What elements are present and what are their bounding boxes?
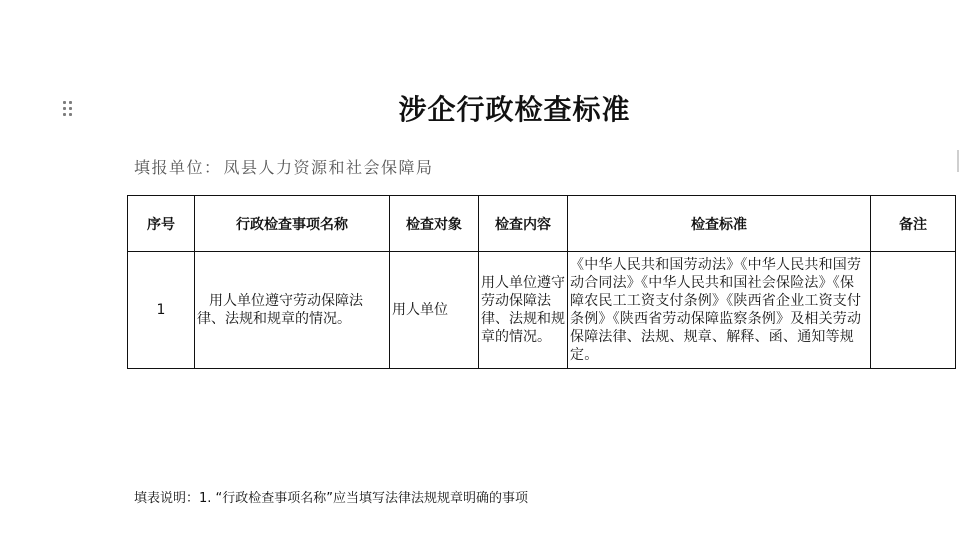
header-target: 检查对象	[390, 196, 479, 252]
page-edge-marker	[957, 150, 959, 172]
header-remark: 备注	[871, 196, 956, 252]
header-standard: 检查标准	[568, 196, 871, 252]
inspection-table	[127, 195, 956, 369]
fill-instruction-note: 填表说明：1. “行政检查事项名称”应当填写法律法规规章明确的事项	[134, 491, 529, 506]
filler-value: 凤县人力资源和社会保障局	[223, 158, 434, 177]
filler-unit	[134, 155, 434, 178]
header-seq: 序号	[128, 196, 195, 252]
page-title: 涉企行政检查标准	[398, 93, 631, 126]
cell-seq: 1	[128, 252, 195, 369]
cell-content: 用人单位遵守劳动保障法律、法规和规章的情况。	[479, 252, 568, 369]
cell-standard: 《中华人民共和国劳动法》《中华人民共和国劳动合同法》《中华人民共和国社会保险法》《保障农民工工资支付条例》《陕西省企业工资支付条例》《陕西省劳动保障监察条例》及相关劳动保障法律、法规、规章、解释、函、通知等规定。	[568, 252, 871, 369]
cell-target: 用人单位	[390, 252, 479, 369]
filler-label: 填报单位：	[134, 158, 222, 177]
header-item-name: 行政检查事项名称	[195, 196, 390, 252]
table-header-row	[128, 196, 956, 252]
cell-item-name: 用人单位遵守劳动保障法律、法规和规章的情况。	[195, 252, 390, 369]
header-content: 检查内容	[479, 196, 568, 252]
cell-remark	[871, 252, 956, 369]
table-row	[128, 252, 956, 369]
